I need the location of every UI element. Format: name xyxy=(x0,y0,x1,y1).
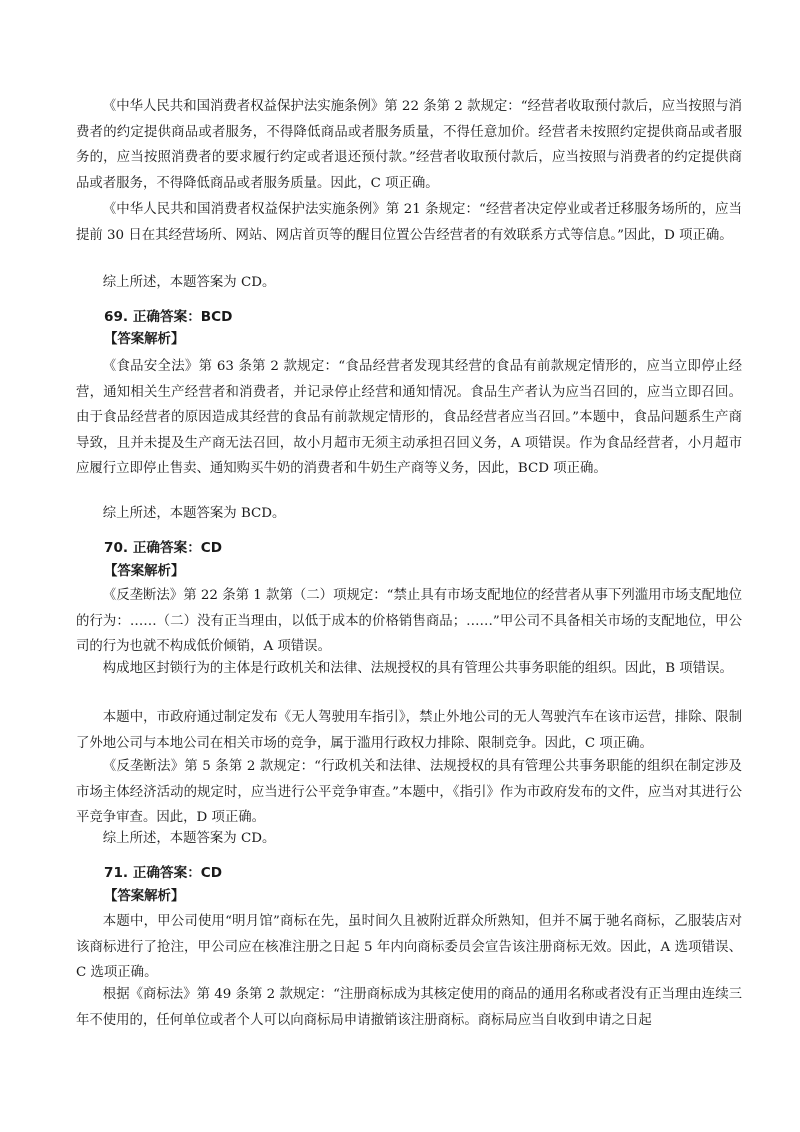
q70-paragraph-1: 《反垄断法》第 22 条第 1 款第（二）项规定：“禁止具有市场支配地位的经营者从事下列滥用市场支配地位的行为：……（二）没有正当理由，以低于成本的价格销售商品；……”甲公司不具备相关市场的支配地位，甲公司的行为也就不构成低价倾销，A 项错误。 xyxy=(76,588,742,654)
prev-paragraph-2: 《中华人民共和国消费者权益保护法实施条例》第 21 条规定：“经营者决定停业或者迁移服务场所的，应当提前 30 日在其经营场所、网站、网店首页等的醒目位置公告经营者的有效联系方式等信息。”因此，D 项正确。 xyxy=(76,202,742,243)
q71-paragraph-2: 根据《商标法》第 49 条第 2 款规定：“注册商标成为其核定使用的商品的通用名称或者没有正当理由连续三年不使用的，任何单位或者个人可以向商标局申请撤销该注册商标。商标局应当自收到申请之日起 xyxy=(76,987,742,1028)
q69-analysis-tag: 【答案解析】 xyxy=(104,332,185,347)
q69-paragraph-1: 《食品安全法》第 63 条第 2 款规定：“食品经营者发现其经营的食品有前款规定情形的，应当立即停止经营，通知相关生产经营者和消费者，并记录停止经营和通知情况。食品生产者认为应当召回的，应当立即召回。由于食品经营者的原因造成其经营的食品有前款规定情形的，食品经营者应当召回。”本题中，食品问题系生产商导致，且并未提及生产商无法召回，故小月超市无须主动承担召回义务，A 项错误。作为食品经营者，小月超市应履行立即停止售卖、通知购买牛奶的消费者和牛奶生产商等义务，因此，BCD 项正确。 xyxy=(76,359,742,476)
q71-answer-heading: 71. 正确答案：CD xyxy=(104,865,223,881)
q69-summary: 综上所述，本题答案为 BCD。 xyxy=(102,506,286,521)
prev-paragraph-1: 《中华人民共和国消费者权益保护法实施条例》第 22 条第 2 款规定：“经营者收取预付款后，应当按照与消费者的约定提供商品或者服务，不得降低商品或者服务质量，不得任意加价。经营者未按照约定提供商品或者服务的，应当按照消费者的要求履行约定或者退还预付款。”经营者收取预付款后，应当按照与消费者的约定提供商品或者服务，不得降低商品或者服务质量。因此，C 项正确。 xyxy=(76,99,742,191)
q71-paragraph-1: 本题中，甲公司使用“明月馆”商标在先，虽时间久且被附近群众所熟知，但并不属于驰名商标，乙服装店对该商标进行了抢注，甲公司应在核准注册之日起 5 年内向商标委员会宣告该注册商标无效。因此，A 选项错误、C 选项正确。 xyxy=(76,914,742,980)
q71-analysis-tag: 【答案解析】 xyxy=(104,889,185,904)
q70-paragraph-4: 《反垄断法》第 5 条第 2 款规定：“行政机关和法律、法规授权的具有管理公共事务职能的组织在制定涉及市场主体经济活动的规定时，应当进行公平竞争审查。”本题中，《指引》作为市政府发布的文件，应当对其进行公平竞争审查。因此，D 项正确。 xyxy=(76,759,742,825)
q70-paragraph-3: 本题中，市政府通过制定发布《无人驾驶用车指引》，禁止外地公司的无人驾驶汽车在该市运营，排除、限制了外地公司与本地公司在相关市场的竞争，属于滥用行政权力排除、限制竞争。因此，C 项正确。 xyxy=(76,710,742,751)
q70-analysis-tag: 【答案解析】 xyxy=(104,564,185,579)
q70-answer-heading: 70. 正确答案：CD xyxy=(104,540,223,556)
prev-summary: 综上所述，本题答案为 CD。 xyxy=(102,275,276,290)
q69-answer-heading: 69. 正确答案：BCD xyxy=(104,309,233,325)
q70-paragraph-2: 构成地区封锁行为的主体是行政机关和法律、法规授权的具有管理公共事务职能的组织。因此，B 项错误。 xyxy=(102,661,733,676)
q70-summary: 综上所述，本题答案为 CD。 xyxy=(102,831,276,846)
